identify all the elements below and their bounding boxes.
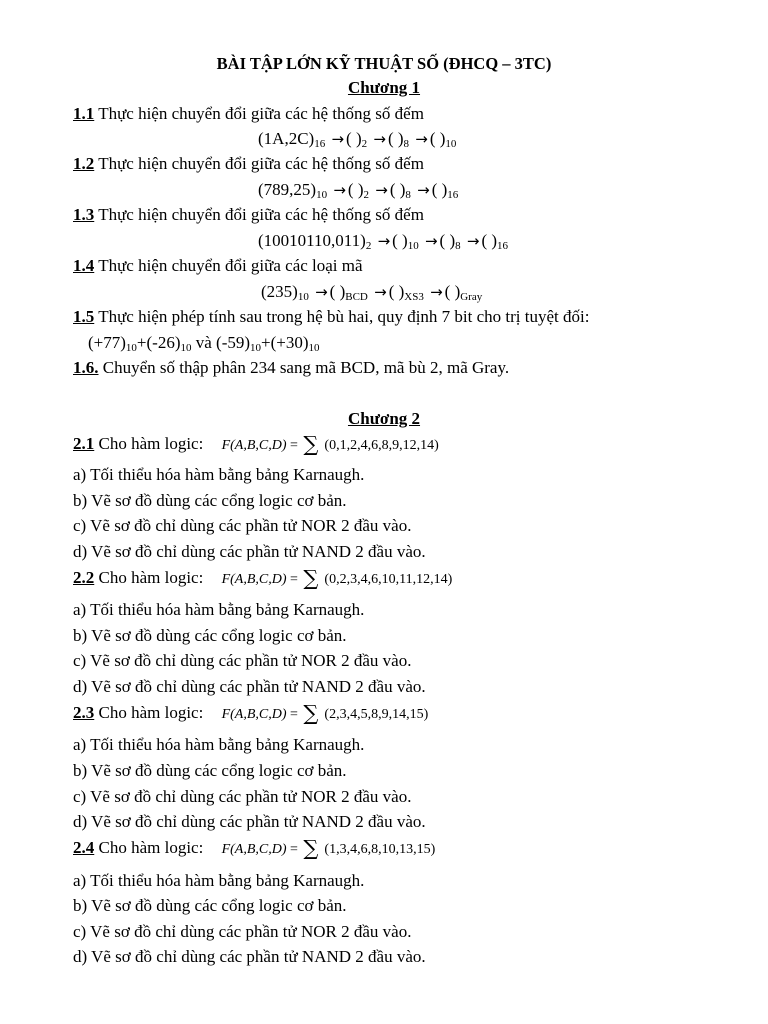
arrow-right-icon: → (331, 130, 345, 148)
target-placeholder: ( ) (329, 282, 346, 301)
target-base: Gray (460, 291, 483, 303)
target-placeholder: ( ) (387, 129, 404, 148)
problem-number: 1.2 (73, 154, 95, 173)
problem-number: 1.6. (73, 358, 99, 377)
operand: +(+30) (261, 333, 309, 352)
sigma-icon: ∑ (303, 432, 319, 456)
arrow-right-icon: → (377, 232, 391, 250)
problem-text: Thực hiện chuyển đổi giữa các hệ thống số đếm (94, 154, 424, 173)
problem-number: 1.3 (73, 205, 95, 224)
problem-number: 1.4 (73, 256, 95, 275)
arrow-right-icon: → (374, 283, 387, 301)
sigma-icon: ∑ (303, 566, 319, 590)
target-base: 10 (407, 240, 419, 252)
target-base: 2 (363, 189, 369, 201)
minterms: (0,1,2,4,6,8,9,12,14) (324, 438, 439, 453)
equals-sign: = (286, 707, 302, 722)
arrow-right-icon: → (373, 130, 386, 148)
arrow-right-icon: → (417, 181, 430, 199)
arrow-right-icon: → (466, 232, 480, 250)
problem-text: Chuyển số thập phân 234 sang mã BCD, mã bù 2, mã Gray. (98, 358, 510, 377)
conversion-1-1 (258, 129, 456, 149)
function-lhs: F(A,B,C,D) (221, 707, 287, 722)
sigma-icon: ∑ (303, 701, 319, 725)
target-placeholder: ( ) (388, 282, 405, 301)
list-item: b) Vẽ sơ đồ dùng các cổng logic cơ bản. (73, 626, 347, 645)
arrow-right-icon: → (375, 181, 388, 199)
list-item: d) Vẽ sơ đồ chỉ dùng các phần tử NAND 2 đầu vào. (73, 542, 426, 561)
chapter-1-heading: Chương 1 (347, 78, 421, 97)
problem-1-4 (73, 256, 363, 276)
function-lhs: F(A,B,C,D) (221, 438, 287, 453)
list-item: b) Vẽ sơ đồ dùng các cổng logic cơ bản. (73, 896, 347, 915)
problem-2-4 (73, 838, 435, 860)
document-title: BÀI TẬP LỚN KỸ THUẬT SỐ (ĐHCQ – 3TC) (216, 54, 552, 73)
equals-sign: = (286, 572, 302, 587)
target-base: XS3 (404, 291, 424, 303)
problem-1-3 (73, 205, 424, 225)
operand: và (-59) (191, 333, 251, 352)
list-item: a) Tối thiểu hóa hàm bằng bảng Karnaugh. (73, 465, 365, 484)
problem-1-2 (73, 154, 424, 174)
target-base: 8 (455, 240, 461, 252)
number-base: 10 (316, 189, 328, 201)
target-placeholder: ( ) (481, 231, 498, 250)
problem-text: Thực hiện phép tính sau trong hệ bù hai, quy định 7 bit cho trị tuyệt đối: (94, 307, 590, 326)
arrow-right-icon: → (333, 181, 346, 199)
arrow-right-icon: → (315, 283, 328, 301)
problem-text: Thực hiện chuyển đổi giữa các loại mã (94, 256, 363, 275)
problem-number: 1.5 (73, 307, 95, 326)
list-item: c) Vẽ sơ đồ chỉ dùng các phần tử NOR 2 đầu vào. (73, 651, 412, 670)
problem-text: Cho hàm logic: (94, 568, 204, 587)
conversion-1-2 (258, 180, 458, 200)
problem-1-6 (73, 358, 509, 378)
target-base: 8 (405, 189, 411, 201)
target-placeholder: ( ) (431, 180, 448, 199)
list-item: a) Tối thiểu hóa hàm bằng bảng Karnaugh. (73, 600, 365, 619)
function-lhs: F(A,B,C,D) (221, 572, 287, 587)
number-value: (10010110,011) (258, 231, 366, 250)
problem-2-1 (73, 434, 439, 456)
arrow-right-icon: → (424, 232, 438, 250)
logic-function (221, 836, 321, 860)
number-base: 2 (365, 240, 372, 252)
list-item: c) Vẽ sơ đồ chỉ dùng các phần tử NOR 2 đầu vào. (73, 516, 412, 535)
operand-base: 10 (308, 342, 320, 354)
list-item: d) Vẽ sơ đồ chỉ dùng các phần tử NAND 2 đầu vào. (73, 812, 426, 831)
minterms: (2,3,4,5,8,9,14,15) (324, 707, 429, 722)
target-base: 10 (445, 138, 457, 150)
operand: +(-26) (136, 333, 181, 352)
list-item: b) Vẽ sơ đồ dùng các cổng logic cơ bản. (73, 491, 347, 510)
target-placeholder: ( ) (429, 129, 446, 148)
target-base: 16 (497, 240, 509, 252)
function-lhs: F(A,B,C,D) (221, 842, 287, 857)
number-value: (789,25) (258, 180, 317, 199)
conversion-1-3 (258, 231, 508, 251)
target-placeholder: ( ) (439, 231, 456, 250)
target-placeholder: ( ) (392, 231, 408, 250)
target-base: 2 (361, 138, 368, 150)
equals-sign: = (286, 438, 302, 453)
problem-number: 2.2 (73, 568, 95, 587)
operand-base: 10 (250, 342, 262, 354)
list-item: d) Vẽ sơ đồ chỉ dùng các phần tử NAND 2 đầu vào. (73, 677, 426, 696)
minterms: (1,3,4,6,8,10,13,15) (324, 842, 436, 857)
number-base: 10 (297, 291, 309, 303)
arrow-right-icon: → (430, 283, 443, 301)
problem-text: Thực hiện chuyển đổi giữa các hệ thống số đếm (94, 104, 424, 123)
expression-1-5 (88, 333, 320, 353)
number-base: 16 (314, 138, 326, 150)
logic-function (221, 566, 321, 590)
target-base: 16 (447, 189, 459, 201)
target-placeholder: ( ) (444, 282, 461, 301)
number-value: (235) (261, 282, 298, 301)
problem-2-3 (73, 703, 428, 725)
target-base: 8 (403, 138, 410, 150)
arrow-right-icon: → (415, 130, 428, 148)
problem-text: Cho hàm logic: (94, 838, 204, 857)
problem-2-2 (73, 568, 452, 590)
list-item: c) Vẽ sơ đồ chỉ dùng các phần tử NOR 2 đầu vào. (73, 922, 412, 941)
chapter-2-heading: Chương 2 (347, 409, 421, 428)
logic-function (221, 432, 321, 456)
conversion-1-4 (261, 282, 482, 302)
operand-base: 10 (125, 342, 137, 354)
problem-1-1 (73, 104, 424, 124)
target-placeholder: ( ) (389, 180, 406, 199)
sigma-icon: ∑ (303, 836, 319, 860)
operand: (+77) (88, 333, 126, 352)
target-base: BCD (345, 291, 368, 303)
logic-function (221, 701, 321, 725)
list-item: a) Tối thiểu hóa hàm bằng bảng Karnaugh. (73, 735, 365, 754)
list-item: b) Vẽ sơ đồ dùng các cổng logic cơ bản. (73, 761, 347, 780)
problem-text: Cho hàm logic: (94, 703, 204, 722)
problem-number: 1.1 (73, 104, 95, 123)
target-placeholder: ( ) (347, 180, 364, 199)
problem-text: Thực hiện chuyển đổi giữa các hệ thống số đếm (94, 205, 424, 224)
equals-sign: = (286, 842, 302, 857)
problem-number: 2.1 (73, 434, 95, 453)
list-item: d) Vẽ sơ đồ chỉ dùng các phần tử NAND 2 đầu vào. (73, 947, 426, 966)
problem-number: 2.3 (73, 703, 95, 722)
number-value: (1A,2C) (258, 129, 315, 148)
problem-text: Cho hàm logic: (94, 434, 204, 453)
problem-1-5 (73, 307, 589, 327)
operand-base: 10 (180, 342, 192, 354)
list-item: c) Vẽ sơ đồ chỉ dùng các phần tử NOR 2 đầu vào. (73, 787, 412, 806)
minterms: (0,2,3,4,6,10,11,12,14) (324, 572, 453, 587)
list-item: a) Tối thiểu hóa hàm bằng bảng Karnaugh. (73, 871, 365, 890)
target-placeholder: ( ) (346, 129, 362, 148)
problem-number: 2.4 (73, 838, 95, 857)
